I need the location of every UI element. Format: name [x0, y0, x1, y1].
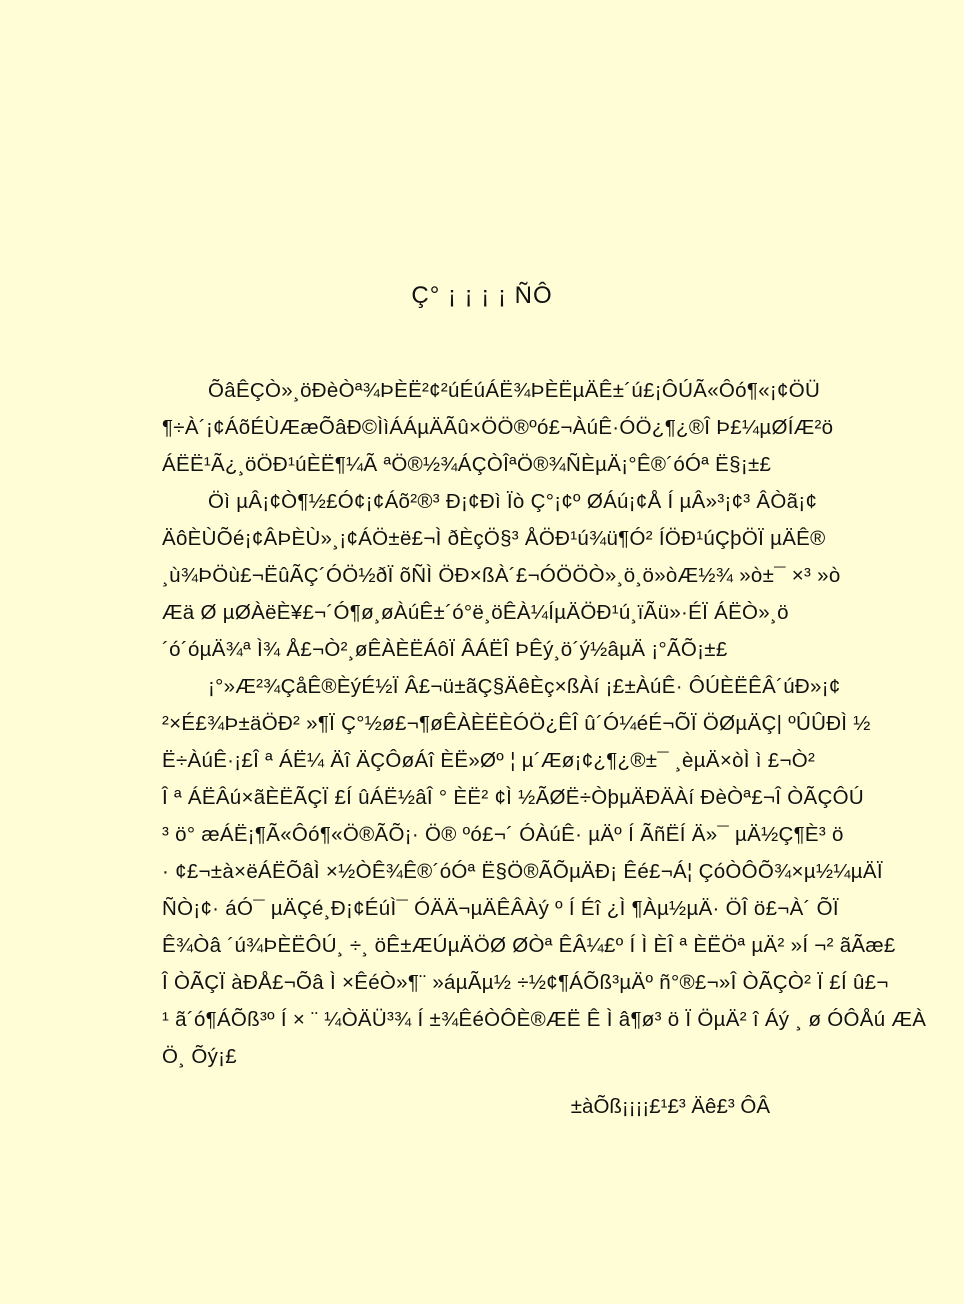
page-title: Ç° ¡ ¡ ¡ ¡ ÑÔ [411, 282, 553, 309]
paragraph-line: ÕâÊÇÒ»¸öÐèÒª¾ÞÈË²¢²úÉúÁË¾ÞÈËµÄÊ±´ú£¡ÔÚÃ«Ôó¶«¡¢ÖÜ [208, 379, 821, 402]
paragraph-line: ³ ö° æÁË¡¶Ã«Ôó¶«Ö®ÃÕ¡· Ö® ºó£¬´ ÓÀúÊ· µÄº Í ÃñËÍ Ä»¯ µÄ½Ç¶È³ ö [162, 823, 844, 846]
paragraph-line: ¹ ã´ó¶ÁÕß³º Í × ¨ ¼ÒÄÜ³¾ Í ±¾ÊéÒÔÈ®ÆË Ê Ì â¶ø³ ö Ï ÖµÄ² î Áý ¸ ø ÓÔÅú ÆÀ [162, 1008, 927, 1031]
paragraph-line: Ê¾Òâ ´ú¾ÞÈËÔÚ¸ ÷¸ öÊ±ÆÚµÄÖØ ØÒª ÊÂ¼£º Í Ì ÈÎ ª ÈËÖª µÄ² »Í ¬² ãÃæ£ [162, 934, 896, 957]
paragraph-line: Ö¸ Õý¡£ [162, 1045, 237, 1068]
paragraph-line: ²×É£¾Þ±äÖÐ² »¶Ï Ç°½ø£¬¶øÊÀÈËÈÓÖ¿ÊÎ û´Ó¼éÉ¬ÕÏ ÖØµÄÇ| ºÛÛÐÌ ½ [162, 712, 871, 735]
paragraph-line: ¸ù¾ÞÖù£¬ËûÃÇ´ÓÖ½ðÏ õÑÌ ÖÐ×ßÀ´£¬ÓÖÖÒ»¸ö¸ö»òÆ½¾ »ò±¯ ×³ »ò [162, 564, 841, 587]
paragraph-line: ÑÒ¡¢· áÓ¯ µÄÇé¸Ð¡¢ÉúÌ¯ ÓÄÄ¬µÄÊÂÀý º Í Éî ¿Ì ¶Àµ½µÄ· ÖÎ ö£¬À´ ÕÏ [162, 897, 839, 920]
paragraph-line: Î ÒÃÇÏ àÐÅ£¬Õâ Ì ×ÊéÒ»¶¨ »áµÃµ½ ÷½¢¶ÁÕß³µÄº ñ°®£¬»Î ÒÃÇÒ² Ï £Í û£¬ [162, 971, 889, 994]
paragraph-line: Æä Ø µØÀëÈ¥£¬´Ó¶ø¸øÀúÊ±´ó°ë¸öÊÀ¼ÍµÄÖÐ¹ú¸ïÃü»·ÉÏ ÁËÒ»¸ö [162, 601, 789, 624]
paragraph-line: ¡°»Æ²¾ÇåÊ®ÈýÉ½Ï Â£¬ü±ãÇ§ÄêÈç×ßÀí ¡£±ÀúÊ· ÔÚÈËÊÂ´úÐ»¡¢ [208, 675, 841, 698]
paragraph-line: ¶÷À´¡¢ÁõÉÙÆæÕâÐ©ÌìÁÁµÄÃû×ÖÖ®ºó£¬ÀúÊ·ÓÖ¿¶¿®Î Þ£¼µØÍÆ²ö [162, 416, 834, 439]
signature-line: ±àÕß¡¡¡¡£¹£³ Äê£³ ÔÂ [570, 1095, 770, 1118]
paragraph-line: · ¢£¬±à×ëÁËÕâÌ ×½ÒÊ¾Ê®´óÓª Ë§Ö®ÃÕµÄÐ¡ Êé£¬Á¦ ÇóÒÔÕ¾×µ½¼µÄÏ [162, 860, 883, 883]
paragraph-line: Ë÷ÀúÊ·¡£Î ª ÁË¼ Äî ÄÇÔøÁî ÈË»Øº ¦ µ´Æø¡¢¿¶¿®±¯ ¸èµÄ×òÌ ì £¬Ò² [162, 749, 816, 772]
body-text [162, 372, 927, 1075]
paragraph-line: ÁËË¹Ã¿¸öÖÐ¹úÈË¶¼Ã ªÖ®½¾ÁÇÒÎªÖ®¾ÑÈµÄ¡°Ê®´óÓª Ë§¡±£ [162, 453, 772, 476]
paragraph-line: ´ó´óµÄ¾ª Ì¾ Å£¬Ò²¸øÊÀÈËÁôÏ ÂÁËÎ ÞÊý¸ö´ý½âµÄ ¡°ÃÕ¡±£ [162, 638, 728, 661]
paragraph-line: Î ª ÁËÂú×ãÈËÃÇÏ £Í ûÁË½âÎ ° ÈË² ¢Ì ½ÃØË÷ÒþµÄÐÄÀí ÐèÒª£¬Î ÒÃÇÔÚ [162, 786, 864, 809]
paragraph-line: ÄôÈÙÕé¡¢ÂÞÈÙ»¸¡¢ÁÖ±ë£¬Ì ðÈçÖ§³ ÅÖÐ¹ú¾ü¶Ó² ÍÖÐ¹úÇþÖÏ µÄÊ® [162, 527, 826, 550]
paragraph-line: Öì µÂ¡¢Ò¶½£Ó¢¡¢Áõ²®³ Ð¡¢Ðì Ïò Ç°¡¢º ØÁú¡¢Å Í µÂ»³¡¢³ ÂÒã¡¢ [208, 490, 818, 513]
